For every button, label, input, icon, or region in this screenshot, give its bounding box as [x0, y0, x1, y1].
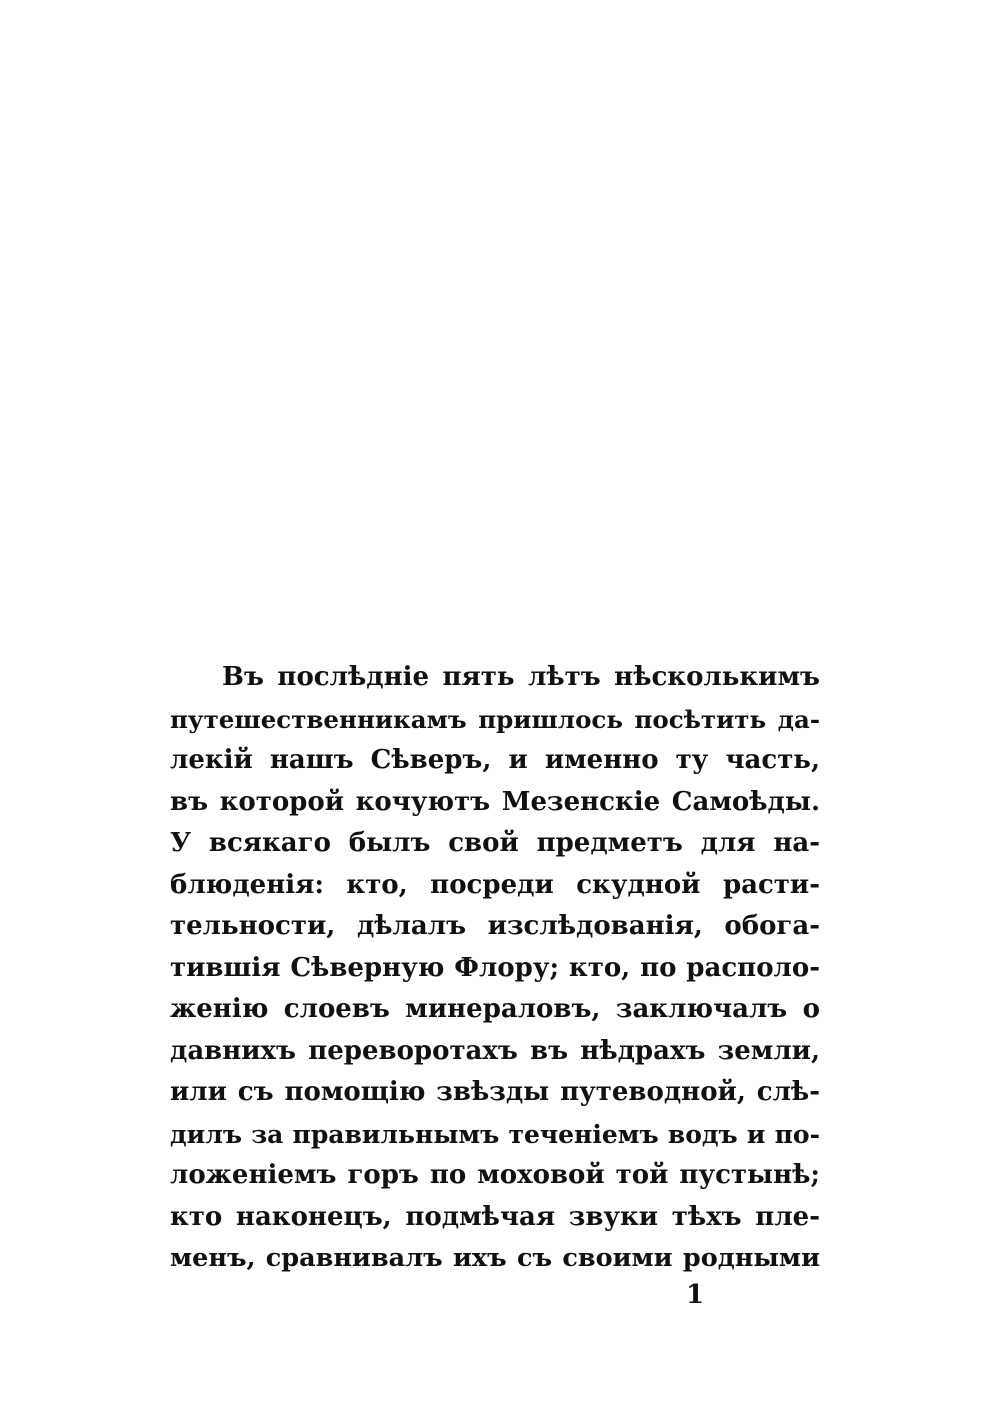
text-line: въ которой кочуютъ Мезенскіе Самоѣды.: [170, 786, 820, 817]
text-line: менъ, сравнивалъ ихъ съ своими родными: [170, 1243, 820, 1273]
page-number: 1: [685, 1280, 705, 1310]
text-line: женію слоевъ минераловъ, заключалъ о: [170, 994, 820, 1024]
text-line: путешественникамъ пришлось посѣтить да-: [170, 704, 820, 734]
text-line: лекій нашъ Сѣверъ, и именно ту часть,: [170, 745, 820, 775]
text-line: У всякаго былъ свой предметъ для на-: [170, 828, 820, 858]
text-line: ложеніемъ горъ по моховой той пустынѣ;: [170, 1160, 820, 1190]
text-line: блюденія: кто, посреди скудной расти-: [170, 869, 820, 900]
body-text: [170, 657, 820, 1280]
text-line: Въ послѣдніе пять лѣтъ нѣсколькимъ: [222, 662, 820, 692]
text-line: или съ помощію звѣзды путеводной, слѣ-: [170, 1077, 820, 1107]
text-line: дилъ за правильнымъ теченіемъ водъ и по-: [170, 1119, 820, 1149]
text-line: тельности, дѣлалъ изслѣдованія, обога-: [170, 911, 820, 941]
text-line: кто наконецъ, подмѣчая звуки тѣхъ пле-: [170, 1201, 820, 1232]
text-line: давнихъ переворотахъ въ нѣдрахъ земли,: [170, 1035, 820, 1066]
text-line: тившія Сѣверную Флору; кто, по располо-: [170, 952, 820, 983]
